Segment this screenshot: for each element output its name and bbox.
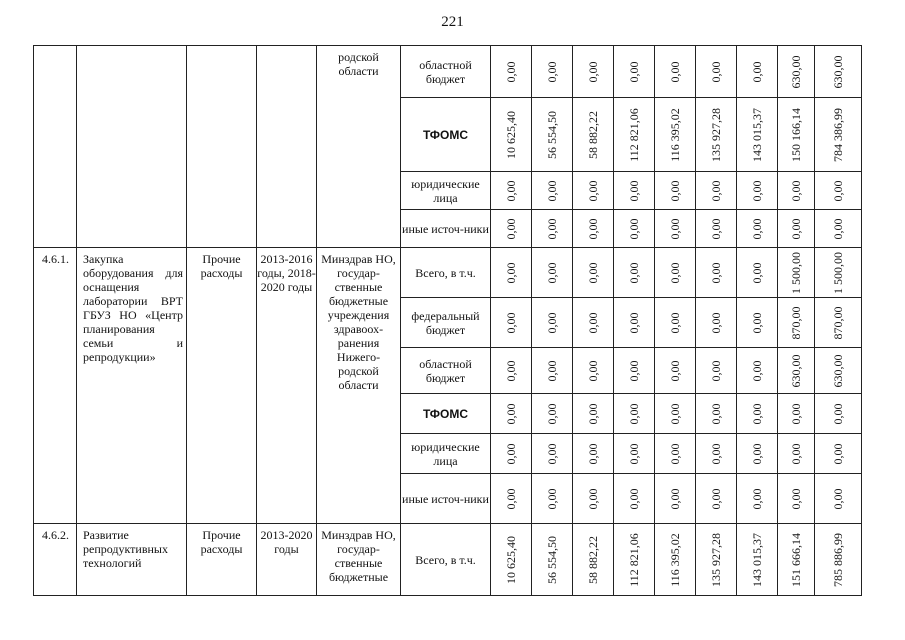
value-text: 0,00 [709, 180, 723, 201]
value-cell [815, 394, 862, 434]
item-number: 4.6.1. [34, 248, 77, 524]
value-text: 870,00 [789, 306, 803, 339]
budget-table [33, 45, 862, 596]
value-text: 0,00 [668, 312, 682, 333]
value-text: 1 500,00 [831, 251, 845, 294]
value-text: 0,00 [627, 360, 641, 381]
value-cell [491, 474, 532, 524]
value-cell [778, 172, 815, 210]
value-cell [532, 210, 573, 248]
value-cell [778, 434, 815, 474]
value-text: 116 395,02 [668, 532, 682, 587]
value-text: 0,00 [789, 488, 803, 509]
value-text: 0,00 [831, 488, 845, 509]
value-text: 0,00 [504, 403, 518, 424]
value-text: 0,00 [709, 262, 723, 283]
value-text: 0,00 [586, 61, 600, 82]
value-text: 56 554,50 [545, 110, 559, 159]
value-cell [815, 46, 862, 98]
value-text: 0,00 [545, 403, 559, 424]
value-cell [737, 434, 778, 474]
value-text: 0,00 [504, 262, 518, 283]
value-cell [815, 298, 862, 348]
value-text: 0,00 [545, 218, 559, 239]
value-text: 0,00 [504, 312, 518, 333]
value-cell [655, 46, 696, 98]
value-cell [655, 98, 696, 172]
value-cell [614, 524, 655, 596]
value-cell [815, 348, 862, 394]
value-cell [778, 248, 815, 298]
value-cell [655, 474, 696, 524]
executor: родской области [317, 46, 401, 248]
value-text: 0,00 [709, 360, 723, 381]
value-cell [815, 524, 862, 596]
value-cell [491, 348, 532, 394]
expense-type: Прочие расходы [187, 248, 257, 524]
value-cell [778, 394, 815, 434]
value-text: 785 886,99 [831, 532, 845, 587]
funding-source: юридические лица [401, 172, 491, 210]
item-name: Закупка оборудования для оснащения лаборатории ВРТ ГБУЗ НО «Центр планирования семьи и репродукции» [77, 248, 187, 524]
expense-type: Прочие расходы [187, 524, 257, 596]
value-text: 630,00 [789, 354, 803, 387]
value-text: 0,00 [668, 218, 682, 239]
value-text: 0,00 [750, 488, 764, 509]
value-text: 143 015,37 [750, 532, 764, 587]
value-cell [614, 248, 655, 298]
value-text: 0,00 [831, 403, 845, 424]
value-text: 58 882,22 [586, 535, 600, 584]
funding-source: юридические лица [401, 434, 491, 474]
value-cell [696, 394, 737, 434]
value-cell [737, 474, 778, 524]
funding-source: ТФОМС [401, 98, 491, 172]
value-cell [614, 298, 655, 348]
value-text: 0,00 [789, 443, 803, 464]
value-text: 0,00 [709, 312, 723, 333]
value-text: 0,00 [668, 443, 682, 464]
value-text: 0,00 [504, 443, 518, 464]
value-cell [778, 474, 815, 524]
value-cell [532, 298, 573, 348]
value-cell [573, 172, 614, 210]
value-text: 630,00 [831, 55, 845, 88]
executor: Минздрав НО, государ-ственные бюджетные учреждения здравоох-ранения Нижего-родской области [317, 248, 401, 524]
value-text: 0,00 [545, 262, 559, 283]
value-cell [655, 210, 696, 248]
value-text: 0,00 [750, 360, 764, 381]
value-text: 0,00 [545, 180, 559, 201]
value-text: 0,00 [789, 403, 803, 424]
value-cell [491, 172, 532, 210]
value-cell [696, 298, 737, 348]
value-text: 0,00 [709, 443, 723, 464]
value-cell [614, 348, 655, 394]
value-text: 0,00 [545, 61, 559, 82]
value-cell [532, 248, 573, 298]
value-cell [573, 298, 614, 348]
value-cell [491, 210, 532, 248]
value-text: 0,00 [789, 180, 803, 201]
value-cell [696, 46, 737, 98]
value-text: 0,00 [750, 443, 764, 464]
value-cell [573, 434, 614, 474]
value-cell [532, 172, 573, 210]
value-cell [778, 348, 815, 394]
value-text: 0,00 [831, 218, 845, 239]
value-text: 0,00 [750, 403, 764, 424]
value-text: 0,00 [586, 488, 600, 509]
value-cell [696, 172, 737, 210]
value-text: 0,00 [545, 443, 559, 464]
value-cell [655, 298, 696, 348]
value-text: 0,00 [627, 262, 641, 283]
value-text: 0,00 [504, 218, 518, 239]
value-text: 0,00 [750, 262, 764, 283]
funding-source: Всего, в т.ч. [401, 524, 491, 596]
value-cell [491, 394, 532, 434]
value-text: 0,00 [586, 360, 600, 381]
value-cell [491, 46, 532, 98]
value-cell [655, 172, 696, 210]
table-row [34, 248, 862, 298]
value-text: 112 821,06 [627, 107, 641, 162]
value-text: 151 666,14 [789, 532, 803, 587]
value-cell [532, 348, 573, 394]
item-number [34, 46, 77, 248]
value-text: 0,00 [627, 443, 641, 464]
years [257, 46, 317, 248]
value-text: 0,00 [627, 312, 641, 333]
value-cell [614, 434, 655, 474]
value-text: 0,00 [750, 218, 764, 239]
table-row [34, 524, 862, 596]
funding-source: ТФОМС [401, 394, 491, 434]
value-cell [815, 172, 862, 210]
value-cell [532, 434, 573, 474]
value-text: 112 821,06 [627, 532, 641, 587]
value-cell [491, 434, 532, 474]
value-cell [815, 248, 862, 298]
value-text: 630,00 [831, 354, 845, 387]
value-cell [737, 524, 778, 596]
item-name: Развитие репродуктивных технологий [77, 524, 187, 596]
value-cell [491, 524, 532, 596]
value-cell [778, 298, 815, 348]
value-text: 135 927,28 [709, 107, 723, 162]
value-cell [573, 210, 614, 248]
value-text: 0,00 [789, 218, 803, 239]
value-cell [491, 98, 532, 172]
value-cell [737, 210, 778, 248]
value-text: 0,00 [627, 61, 641, 82]
value-cell [778, 524, 815, 596]
value-text: 0,00 [709, 403, 723, 424]
value-text: 10 625,40 [504, 535, 518, 584]
value-text: 0,00 [831, 180, 845, 201]
value-cell [614, 46, 655, 98]
value-cell [737, 298, 778, 348]
value-cell [778, 98, 815, 172]
value-text: 0,00 [709, 488, 723, 509]
value-cell [614, 172, 655, 210]
value-cell [737, 394, 778, 434]
value-text: 0,00 [709, 218, 723, 239]
value-text: 0,00 [627, 488, 641, 509]
value-cell [573, 98, 614, 172]
value-text: 0,00 [586, 262, 600, 283]
value-cell [815, 98, 862, 172]
value-text: 135 927,28 [709, 532, 723, 587]
value-cell [696, 210, 737, 248]
value-text: 58 882,22 [586, 110, 600, 159]
value-cell [737, 348, 778, 394]
value-cell [815, 434, 862, 474]
value-text: 0,00 [668, 61, 682, 82]
value-text: 0,00 [586, 218, 600, 239]
value-cell [655, 248, 696, 298]
value-text: 0,00 [668, 360, 682, 381]
value-text: 0,00 [668, 488, 682, 509]
value-cell [778, 46, 815, 98]
funding-source: Всего, в т.ч. [401, 248, 491, 298]
value-text: 0,00 [709, 61, 723, 82]
value-cell [696, 98, 737, 172]
value-cell [614, 474, 655, 524]
value-cell [696, 474, 737, 524]
value-text: 0,00 [586, 443, 600, 464]
value-cell [655, 524, 696, 596]
value-cell [532, 46, 573, 98]
value-text: 0,00 [627, 180, 641, 201]
executor: Минздрав НО, государ-ственные бюджетные [317, 524, 401, 596]
value-text: 0,00 [586, 180, 600, 201]
value-text: 0,00 [504, 180, 518, 201]
page-number: 221 [441, 14, 464, 30]
years: 2013-2016 годы, 2018-2020 годы [257, 248, 317, 524]
value-cell [778, 210, 815, 248]
funding-source: федеральный бюджет [401, 298, 491, 348]
value-text: 0,00 [586, 403, 600, 424]
expense-type [187, 46, 257, 248]
value-cell [532, 474, 573, 524]
value-cell [573, 394, 614, 434]
value-cell [573, 474, 614, 524]
value-cell [614, 394, 655, 434]
value-cell [737, 172, 778, 210]
value-cell [573, 248, 614, 298]
value-cell [655, 348, 696, 394]
value-cell [573, 524, 614, 596]
value-cell [696, 248, 737, 298]
value-text: 630,00 [789, 55, 803, 88]
years: 2013-2020 годы [257, 524, 317, 596]
value-text: 10 625,40 [504, 110, 518, 159]
value-text: 0,00 [586, 312, 600, 333]
value-cell [532, 394, 573, 434]
value-text: 0,00 [545, 312, 559, 333]
value-text: 150 166,14 [789, 107, 803, 162]
value-text: 0,00 [750, 61, 764, 82]
value-cell [614, 98, 655, 172]
value-text: 0,00 [627, 403, 641, 424]
value-cell [573, 348, 614, 394]
value-text: 0,00 [668, 180, 682, 201]
funding-source: иные источ-ники [401, 210, 491, 248]
value-text: 0,00 [668, 262, 682, 283]
value-text: 0,00 [504, 360, 518, 381]
value-text: 0,00 [750, 180, 764, 201]
value-cell [815, 474, 862, 524]
value-text: 0,00 [545, 360, 559, 381]
value-cell [737, 248, 778, 298]
item-name [77, 46, 187, 248]
value-text: 56 554,50 [545, 535, 559, 584]
value-cell [532, 524, 573, 596]
value-cell [737, 46, 778, 98]
item-number: 4.6.2. [34, 524, 77, 596]
value-cell [696, 348, 737, 394]
value-cell [491, 298, 532, 348]
value-text: 0,00 [627, 218, 641, 239]
value-text: 870,00 [831, 306, 845, 339]
value-cell [491, 248, 532, 298]
value-text: 0,00 [831, 443, 845, 464]
value-text: 784 386,99 [831, 107, 845, 162]
value-cell [696, 524, 737, 596]
value-cell [696, 434, 737, 474]
value-text: 0,00 [504, 61, 518, 82]
value-text: 0,00 [545, 488, 559, 509]
funding-source: областной бюджет [401, 46, 491, 98]
value-text: 143 015,37 [750, 107, 764, 162]
value-cell [815, 210, 862, 248]
value-cell [532, 98, 573, 172]
value-text: 0,00 [504, 488, 518, 509]
value-text: 1 500,00 [789, 251, 803, 294]
value-cell [655, 394, 696, 434]
value-text: 0,00 [750, 312, 764, 333]
table-row [34, 46, 862, 98]
value-text: 116 395,02 [668, 107, 682, 162]
value-cell [737, 98, 778, 172]
value-cell [573, 46, 614, 98]
value-text: 0,00 [668, 403, 682, 424]
value-cell [614, 210, 655, 248]
funding-source: областной бюджет [401, 348, 491, 394]
funding-source: иные источ-ники [401, 474, 491, 524]
value-cell [655, 434, 696, 474]
